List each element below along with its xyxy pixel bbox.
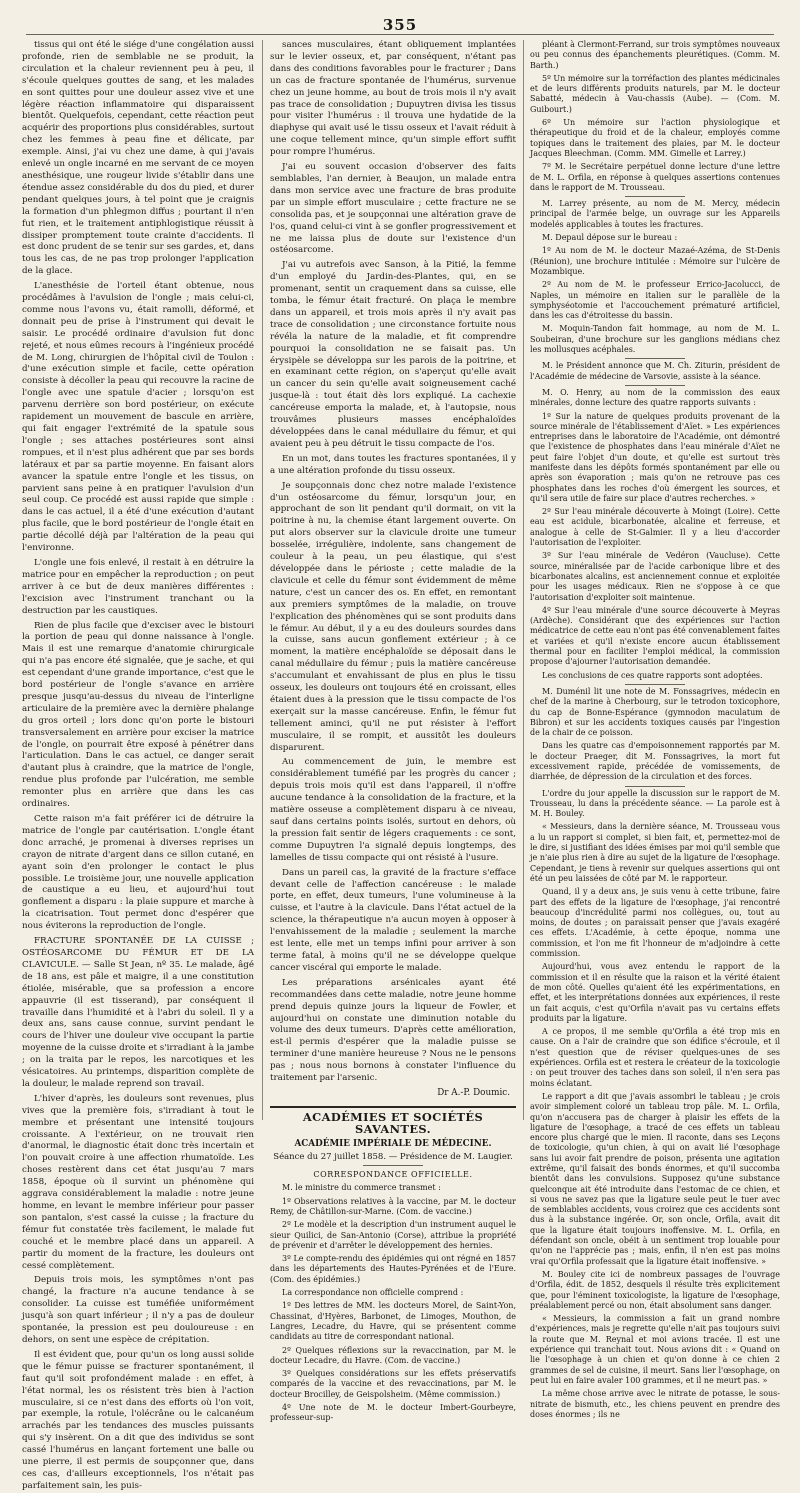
paragraph: M. le ministre du commerce transmet : (282, 1183, 441, 1193)
paragraph: Le rapport a dit que j'avais assombri le tableau ; je crois avoir simplement coloré un tableau trop pâle. M. L. Orfila, qu'on n'accusera pas de charger à plaisir les effets de la ligature de l'œsophage, a tracé de ces effets un tableau encore plus chargé que le mien. Il raconte, dans ses Leçons de toxicologie, qu'un chien, à qui on avait lié l'œsophage sans lui avoir fait prendre de poison, présenta une agitation extrême, qu'il faisait des bonds énormes, et qu'il succomba bientôt dans les convulsions. Supposez qu'une substance quelconque ait été introduite dans l'estomac de ce chien, et si vous ne savez pas que la ligature seule peut le tuer avec de semblables accidents, vous croirez que ces accidents sont dus à la substance ingérée. Or, son oncle, Orfila, avait dit que la ligature était toujours inoffensive. M. L. Orfila, en défendant son oncle, obéit à un sentiment trop louable pour qu'on ne l'apprécie pas ; mais, enfin, il n'en est pas moins vrai qu'Orfila professait que la ligature était inoffensive. » (530, 1091, 780, 1266)
paragraph: Au commencement de juin, le membre est considérablement tuméfié par les progrès du cancer ; depuis trois mois qu'il est dans l'appareil, il n'offre aucune tendance à la consolidation de la fracture, et la matière osseuse a complètement disparu à ce niveau, sauf dans certains points isolés, surtout en dehors, où la pression fait sentir de légers craquements : ce sont, comme Dupuytren l'a signalé depuis longtemps, des lamelles de tissu compacte qui ont résisté à l'usure. (270, 757, 516, 863)
paragraph: FRACTURE SPONTANÉE DE LA CUISSE ; OSTÉOSARCOME DU FÉMUR ET DE LA CLAVICULE. — Salle St Jean, nº 35. Le malade, âgé de 18 ans, est pâle et maigre, il a une constitution étiolée, misérable, que sa profession a encore appauvrie (il est tisserand), par conséquent il travaille dans l'humidité et à l'abri du soleil. Il y a deux ans, sans cause connue, survint pendant le cours de l'hiver une douleur vive occupant la partie moyenne de la cuisse droite et s'irradiant à la jambe ; on la traita par le repos, les narcotiques et les vésicatoires. Au printemps, disparition complète de la douleur, le malade reprend son travail. (22, 936, 254, 1089)
paragraph: La même chose arrive avec le nitrate de potasse, le sous-nitrate de bismuth, etc., les chiens peuvent en prendre des doses énormes ; ils ne (530, 1389, 780, 1419)
paragraph: 1º Sur la nature de quelques produits provenant de la source minérale de l'établissement d'Aïet. » Les expériences entreprises dans le laboratoire de l'Académie, ont démontré que l'existence de phosphates dans l'eau minérale d'Aïet ne peut faire l'objet d'un doute, et qu'elle est surtout très manifeste dans les dépôts formés spontanément par elle ou après son évaporation ; mais qu'on ne retrouve pas ces phosphates dans les roches d'où émergent les sources, et qu'il sera utile de faire sur place d'autres recherches. » (530, 411, 780, 503)
paragraph: M. O. Henry, au nom de la commission des eaux minérales, donne lecture des quatre rapports suivants : (530, 387, 780, 408)
paragraph: Dans les quatre cas d'empoisonnement rapportés par M. le docteur Praeger, dit M. Fonssagrives, la mort fut excessivement rapide, précédée de vomissements, de diarrhée, de dépression de la circulation et des forces. (530, 741, 780, 782)
paragraph: 6º Un mémoire sur l'action physiologique et thérapeutique du froid et de la chaleur, employés comme topiques dans le traitement des plaies, par M. le docteur Jacques Bleechman. (Comm. MM. Gimelle et Larrey.) (530, 118, 780, 158)
paragraph: Aujourd'hui, vous avez entendu le rapport de la commission et il en résulte que la raison et la vérité étaient de mon côté. Quelles qu'aient été les expérimentations, en effet, et les interprétations données aux expériences, il reste un fait acquis, c'est qu'Orfila n'avait pas vu certains effets produits par la ligature. (530, 962, 780, 1023)
divider (625, 684, 685, 685)
column-3 (530, 40, 780, 1419)
paragraph: Je soupçonnais donc chez notre malade l'existence d'un ostéosarcome du fémur, lorsqu'un jour, en approchant de son lit pendant qu'il dormait, on vit la poitrine à nu, la chemise étant largement ouverte. On put alors observer sur la clavicule droite une tumeur bosselée, irrégulière, indolente, sans changement de couleur à la peau, un peu élastique, qui s'est développée dans le périoste ; cette maladie de la clavicule et celle du fémur sont évidemment de même nature, c'est un cancer des os. En effet, en remontant aux premiers symptômes de la maladie, on trouve l'explication des phénomènes qui se sont produits dans le fémur. Au début, il y a eu des douleurs sourdes dans la cuisse, sans aucun gonflement extérieur ; à ce moment, la matière encéphaloïde se déposait dans le canal médullaire du fémur ; puis la matière cancéreuse s'accumulant et envahissant de plus en plus le tissu osseux, les douleurs ont toujours été en croissant, elles étaient dues à la pression que le tissu compacte de l'os exerçait sur la masse cancéreuse. Enfin, le fémur fut tellement aminci, qu'il ne put résister à l'effort musculaire, il se rompit, et aussitôt les douleurs disparurent. (270, 480, 516, 753)
paragraph: « Messieurs, dans la dernière séance, M. Trousseau vous a lu un rapport si complet, si bien fait, et, permettez-moi de le dire, si justifiant des idées émises par moi qu'il semble que je n'aie plus rien à dire au sujet de la ligature de l'œsophage. Cependant, je tiens à revenir sur quelques assertions qui ont été un peu laissées de côté par M. le rapporteur. (530, 822, 780, 883)
paragraph: Depuis trois mois, les symptômes n'ont pas changé, la fracture n'a aucune tendance à se consolider. La cuisse est tuméfiée uniformément jusqu'à son quart inférieur ; il n'y a pas de douleur spontanée, la pression est peu douloureuse : en dehors, on sent une espèce de crépitation. (22, 1275, 254, 1345)
paragraph: A ce propos, il me semble qu'Orfila a été trop mis en cause. On a l'air de craindre que son édifice s'écroule, et il n'est question que de réviser quelques-unes de ses expériences. Orfila est et restera le créateur de la toxicologie : on peut trouver des taches dans son soleil, il n'en sera pas moins éclatant. (530, 1027, 780, 1088)
section-title: ACADÉMIES ET SOCIÉTÉS SAVANTES. (270, 1106, 516, 1136)
paragraph: 7º M. le Secrétaire perpétuel donne lecture d'une lettre de M. L. Orfila, en réponse à quelques assertions contenues dans le rapport de M. Trousseau. (530, 162, 780, 192)
paragraph: « Messieurs, la commission a fait un grand nombre d'expériences, mais je regrette qu'elle n'ait pas toujours suivi la route que M. Reynal et moi avions tracée. Il est une expérience qui tranchait tout. Nous avions dit : « Quand on lie l'œsophage à un chien et qu'on donne à ce chien 2 grammes de sel de cuisine, il meurt. Sans lier l'œsophage, on peut lui en faire avaler 100 grammes, et il ne meurt pas. » (530, 1314, 780, 1385)
paragraph: M. Moquin-Tandon fait hommage, au nom de M. L. Soubeiran, d'une brochure sur les ganglions médians chez les mollusques acéphales. (530, 324, 780, 355)
paragraph: tissus qui ont été le siége d'une congélation aussi profonde, rien de semblable ne se produit, la circulation et la chaleur reviennent peu à peu, il s'écoule quelques gouttes de sang, et les malades en sont quittes pour une douleur assez vive et une légère réaction inflammatoire qui disparaissent bientôt. Quelquefois, cependant, cette réaction peut acquérir des proportions plus considérables, surtout chez les femmes à peau fine et délicate, par exemple. Ainsi, j'ai vu chez une dame, à qui j'avais enlevé un ongle incarné en me servant de ce moyen anesthésique, une rougeur livide s'établir dans une étendue assez considérable du dos du pied, et durer pendant quelques jours, à tel point que je craignis la formation d'un phlegmon diffus ; pourtant il n'en fut rien, et le traitement antiphlogistique réussit à dissiper promptement toute crainte d'accidents. Il est donc prudent de se tenir sur ses gardes, et, dans tous les cas, de ne pas trop prolonger l'application de la glace. (22, 40, 254, 277)
divider (625, 385, 685, 386)
paragraph: 3º Quelques considérations sur les effets préservatifs comparés de la vaccine et des revaccinations, par M. le docteur Brocilley, de Geispolsheim. (Même commission.) (270, 1369, 516, 1399)
paragraph: Quand, il y a deux ans, je suis venu à cette tribune, faire part des effets de la ligature de l'œsophage, j'ai rencontré beaucoup d'incrédulité parmi nos collègues, ou, tout au moins, de doutes ; on paraissait penser que j'avais exagéré ces effets. L'Académie, à cette époque, nomma une commission, et l'on me fit l'honneur de m'adjoindre à cette commission. (530, 887, 780, 959)
paragraph: M. Larrey présente, au nom de M. Mercy, médecin principal de l'armée belge, un ouvrage sur les Appareils modelés applicables à toutes les fractures. (530, 199, 780, 229)
subheading-correspondence: CORRESPONDANCE OFFICIELLE. (313, 1170, 473, 1180)
paragraph: 5º Un mémoire sur la torréfaction des plantes médicinales et de leurs différents produits naturels, par M. le docteur Sabatté, médecin à Vau-chassis (Aube). — (Com. M. Guibourt.) (530, 73, 780, 114)
article-signature: Dr A.-P. Doumic. (437, 1087, 510, 1098)
paragraph: M. Bouley cite ici de nombreux passages de l'ouvrage d'Orfila, édit. de 1852, desquels il résulte très explicitement que, pour l'éminent toxicologiste, la ligature de l'œsophage, préalablement percé ou non, était absolument sans danger. (530, 1269, 780, 1310)
paragraph: La correspondance non officielle comprend : (282, 1288, 464, 1298)
paragraph: 1º Au nom de M. le docteur Mazaé-Azéma, de St-Denis (Réunion), une brochure intitulée : Mémoire sur l'ulcère de Mozambique. (530, 246, 780, 276)
divider (625, 358, 685, 359)
paragraph: 2º Au nom de M. le professeur Errico-Jacolucci, de Naples, un mémoire en italien sur le parallèle de la symphyséotomie et l'accouchement prématuré artificiel, dans les cas d'étroitesse du bassin. (530, 280, 780, 321)
paragraph: L'ordre du jour appelle la discussion sur le rapport de M. Trousseau, lu dans la précédente séance. — La parole est à M. H. Bouley. (530, 788, 780, 819)
page-number: 355 (382, 16, 418, 34)
paragraph: Les préparations arsénicales ayant été recommandées dans cette maladie, notre jeune homme prend depuis quinze jours la liqueur de Fowler, et aujourd'hui on constate une diminution notable du volume des deux tumeurs. D'après cette amélioration, est-il permis d'espérer que la maladie puisse se terminer d'une manière heureuse ? Nous ne le pensons pas ; nous nous bornons à constater l'influence du traitement par l'arsenic. (270, 977, 516, 1084)
paragraph: M. Duménil lit une note de M. Fonssagrives, médecin en chef de la marine à Cherbourg, sur le tetrodon toxicophore, du cap de Bonne-Espérance (gymnodon maculatum de Bibron) et sur les accidents toxiques causés par l'ingestion de la chair de ce poisson. (530, 686, 780, 738)
paragraph: 1º Observations relatives à la vaccine, par M. le docteur Remy, de Châtillon-sur-Marne. (Com. de vaccine.) (270, 1196, 516, 1216)
paragraph: J'ai eu souvent occasion d'observer des faits semblables, l'an dernier, à Beaujon, un malade entra dans mon service avec une fracture de bras produite par un simple effort musculaire ; cette fracture ne se consolida pas, et je soupçonnai une altération grave de l'os, quand celui-ci vint à se gonfler progressivement et ne me laissa plus de doute sur l'existence d'un ostéosarcome. (270, 162, 516, 256)
paragraph: En un mot, dans toutes les fractures spontanées, il y a une altération profonde du tissu osseux. (270, 453, 516, 476)
paragraph: 3º Le compte-rendu des épidémies qui ont régné en 1857 dans les départements des Hautes-Pyrénées et de l'Eure. (Com. des épidémies.) (270, 1254, 516, 1284)
paragraph: sances musculaires, étant obliquement implantées sur le levier osseux, et, par conséquent, n'étant pas dans des conditions favorables pour le fracturer ; Dans un cas de fracture spontanée de l'humérus, survenue chez un jeune homme, au bout de trois mois il n'y avait pas trace de consolidation ; Dupuytren divisa les tissus pour visiter l'humérus : il trouva une hydatide de la diaphyse qui avait usé le tissu osseux et l'avait réduit à une coque tellement mince, qu'un simple effort suffit pour rompre l'humérus. (270, 40, 516, 158)
academy-title: ACADÉMIE IMPÉRIALE DE MÉDECINE. (294, 1138, 492, 1149)
divider (625, 786, 685, 787)
column-1 (22, 40, 254, 1491)
paragraph: 2º Sur l'eau minérale découverte à Moingt (Loire). Cette eau est acidule, bicarbonatée, alcaline et ferreuse, et analogue à celle de St-Galmier. Il y a lieu d'accorder l'autorisation de l'exploiter. (530, 507, 780, 548)
paragraph: 4º Sur l'eau minérale d'une source découverte à Meyras (Ardèche). Considérant que des expériences sur l'action médicatrice de cette eau n'ont pas été convenablement faites et variées et qu'il n'existe encore aucun établissement thermal pour en faciliter l'emploi médical, la commission propose d'ajourner l'autorisation demandée. (530, 605, 780, 667)
paragraph: L'ongle une fois enlevé, il restait à en détruire la matrice pour en empêcher la reproduction ; on peut arriver à ce but de deux manières différentes : l'excision avec l'instrument tranchant ou la destruction par les caustiques. (22, 557, 254, 616)
paragraph: M. Depaul dépose sur le bureau : (542, 233, 678, 243)
paragraph: Cette raison m'a fait préférer ici de détruire la matrice de l'ongle par cautérisation. L'ongle étant donc arraché, je promenai à diverses reprises un crayon de nitrate d'argent dans ce sillon cutané, en ayant soin d'en prolonger le contact le plus possible. Le troisième jour, une nouvelle application de caustique a eu lieu, et aujourd'hui tout gonflement a disparu : la plaie suppure et marche à la cicatrisation. Tout permet donc d'espérer que nous éviterons la reproduction de l'ongle. (22, 814, 254, 932)
paragraph: Il est évident que, pour qu'un os long aussi solide que le fémur puisse se fracturer spontanément, il faut qu'il soit profondément malade : en effet, à l'état normal, les os résistent très bien à l'action musculaire, si ce n'est dans des efforts où l'on voit, par exemple, la rotule, l'olécrâne ou le calcanéum arrachés par les tendances des muscles puissants qui s'y insèrent. On a dit que des individus se sont cassé l'humérus en lançant fortement une balle ou une pierre, il est permis de soupçonner que, dans ces cas, d'ailleurs exceptionnels, l'os n'était pas parfaitement sain, les puis- (22, 1349, 254, 1491)
paragraph: 1º Des lettres de MM. les docteurs Morel, de Saint-Yon, Chassinat, d'Hyères, Barbonet, de Limoges, Mouthon, de Langres, Lecadre, du Havre, qui se présentent comme candidats au titre de correspondant national. (270, 1301, 516, 1342)
paragraph: L'anesthésie de l'orteil étant obtenue, nous procédâmes à l'avulsion de l'ongle ; mais celui-ci, comme nous l'avons vu, était ramolli, déformé, et donnait peu de prise à l'instrument qui devait le saisir. Le procédé ordinaire d'avulsion fut donc rejeté, et nous eûmes recours à l'ingénieux procédé de M. Long, chirurgien de l'hôpital civil de Toulon : d'une exécution simple et facile, cette opération consiste à décoller la peau qui recouvre la racine de l'ongle avec une spatule d'acier ; lorsqu'on est parvenu derrière son bord postérieur, on exécute rapidement un mouvement de bascule en arrière, qui fait engager l'extrémité de la spatule sous l'ongle ; ses attaches postérieures sont ainsi rompues, et il n'est plus adhérent que par ses bords latéraux et par sa partie moyenne. En faisant alors avancer la spatule entre l'ongle et les tissus, on parvient sans peine à en pratiquer l'avulsion d'un seul coup. Ce procédé est aussi rapide que simple : dans le cas actuel, il a été d'une exécution d'autant plus facile, que le bord postérieur de l'ongle était en partie décollé déjà par l'altération de la peau qui l'environne. (22, 281, 254, 554)
paragraph: 4º Une note de M. le docteur Imbert-Gourbeyre, professeur-sup- (270, 1403, 516, 1423)
column-separator (523, 40, 524, 1120)
session-line: Séance du 27 juillet 1858. — Présidence de M. Laugier. (273, 1151, 513, 1162)
divider (625, 196, 685, 197)
paragraph: 2º Quelques réflexions sur la revaccination, par M. le docteur Lecadre, du Havre. (Com. de vaccine.) (270, 1345, 516, 1365)
paragraph: Dans un pareil cas, la gravité de la fracture s'efface devant celle de l'affection cancéreuse : le malade porte, en effet, deux tumeurs, l'une volumineuse à la cuisse, et l'autre à la clavicule. Dans l'état actuel de la science, la thérapeutique n'a aucun moyen à opposer à l'envahissement de la maladie ; seulement la marche est lente, elle met un temps infini pour arriver à son terme fatal, à moins qu'il ne se développe quelque cancer viscéral qui emporte le malade. (270, 867, 516, 973)
paragraph: 2º Le modèle et la description d'un instrument auquel le sieur Quilici, de San-Antonio (Corse), attribue la propriété de prévenir et d'arrêter le développement des hernies. (270, 1220, 516, 1250)
paragraph: M. le Président annonce que M. Ch. Ziturin, président de l'Académie de médecine de Varsovie, assiste à la séance. (530, 361, 780, 381)
paragraph: pléant à Clermont-Ferrand, sur trois symptômes nouveaux ou peu connus des épanchements pleurétiques. (Comm. M. Barth.) (530, 40, 780, 70)
paragraph: L'hiver d'après, les douleurs sont revenues, plus vives que la première fois, s'irradiant à tout le membre et présentant une intensité toujours croissante. A l'extérieur, on ne trouvait rien d'anormal, le diagnostic était donc très incertain et l'on pouvait croire à une affection rhumatoïde. Les choses restèrent dans cet état jusqu'au 7 mars 1858, époque où il survint un phénomène qui aggrava considérablement la maladie : notre jeune homme, en levant le membre inférieur pour passer son pantalon, s'est cassé la cuisse ; la fracture du fémur fut constatée très facilement, le malade fut couché et le membre placé dans un appareil. A partir du moment de la fracture, les douleurs ont cessé complètement. (22, 1093, 254, 1271)
column-2 (270, 40, 516, 1423)
paragraph: Les conclusions de ces quatre rapports sont adoptées. (542, 670, 763, 680)
paragraph: Rien de plus facile que d'exciser avec le bistouri la portion de peau qui donne naissance à l'ongle. Mais il est une remarque d'anatomie chirurgicale qui n'a pas encore été signalée, que je sache, et qui est cependant d'une grande importance, c'est que le bord postérieur de l'ongle s'avance en arrière presque jusqu'au-dessus du niveau de l'interligne articulaire de la première avec la dernière phalange du gros orteil ; lors donc qu'on porte le bistouri transversalement en arrière pour exciser la matrice de l'ongle, on pourrait être exposé à pénétrer dans l'articulation. Dans le cas actuel, ce danger serait d'autant plus à craindre, que la matrice de l'ongle, rendue plus profonde par l'ulcération, me semble remonter plus en arrière que dans les cas ordinaires. (22, 620, 254, 810)
divider (363, 1165, 423, 1166)
paragraph: J'ai vu autrefois avec Sanson, à la Pitié, la femme d'un employé du Jardin-des-Plantes, qui, en se promenant, sentit un craquement dans sa cuisse, elle tomba, le fémur était fracturé. On plaça le membre dans un appareil, et trois mois après il n'y avait pas trace de consolidation ; une circonstance fortuite nous révéla la nature de la maladie, et fit comprendre pourquoi la consolidation ne se faisait pas. Un érysipèle se développa sur les parois de la poitrine, et en examinant cette région, on s'aperçut qu'elle avait un cancer du sein qu'elle avait soigneusement caché jusque-là : tout était dès lors expliqué. La cachexie cancéreuse emporta la malade, et, à l'autopsie, nous trouvâmes plusieurs masses encéphaloïdes développées dans le canal médullaire du fémur, et qui avaient peu à peu détruit le tissu compacte de l'os. (270, 260, 516, 449)
column-separator (262, 40, 263, 1120)
header-rule (26, 34, 774, 35)
paragraph: 3º Sur l'eau minérale de Vedéron (Vaucluse). Cette source, minéralisée par de l'acide carbonique libre et des bicarbonates alcalins, est anciennement connue et exploitée pour les usages médicaux. Rien ne s'oppose à ce que l'autorisation d'exploiter soit maintenue. (530, 551, 780, 602)
